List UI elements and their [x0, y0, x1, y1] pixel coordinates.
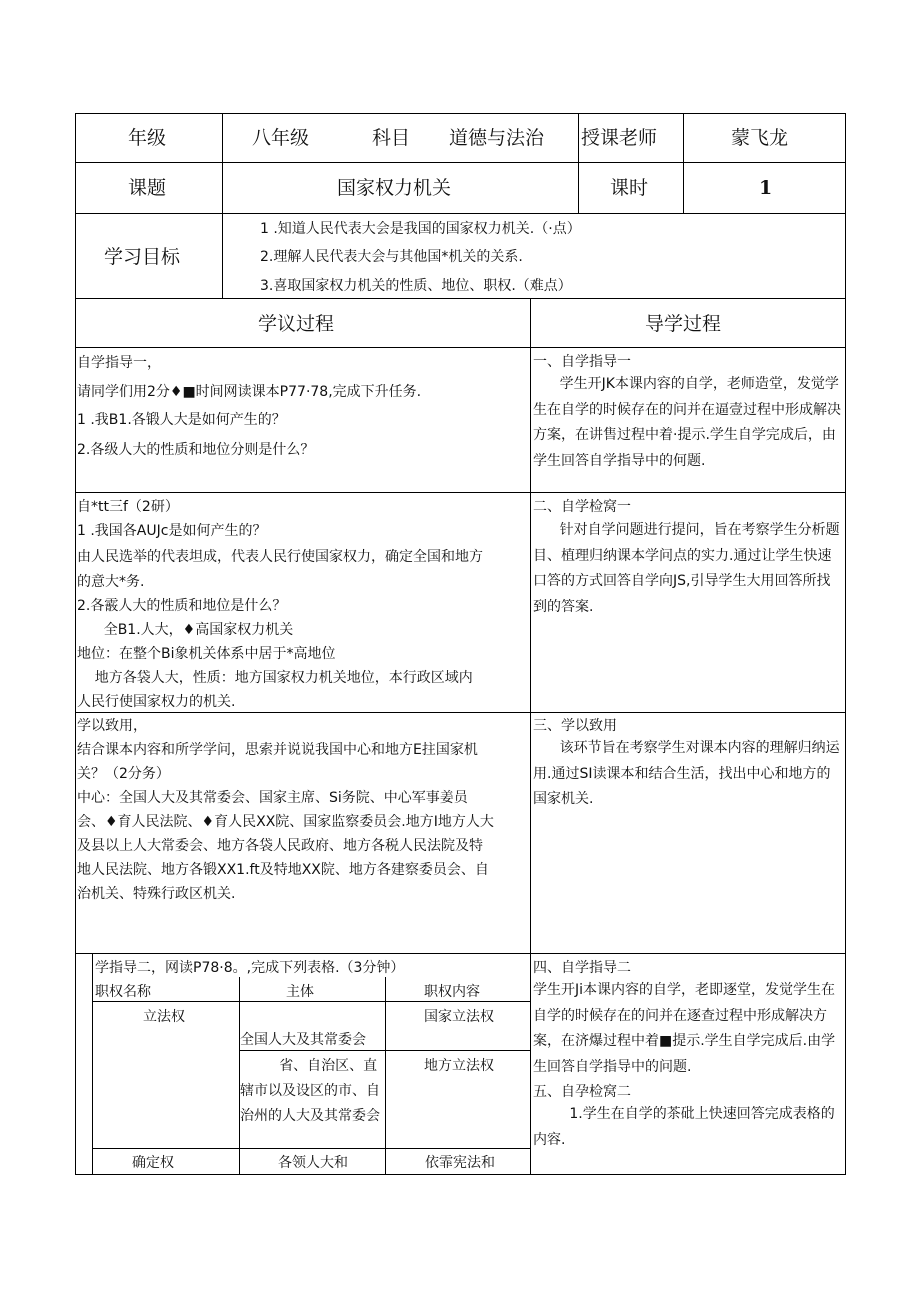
subject-label: 科目	[372, 127, 411, 149]
row3-right-text: 该环节旨在考察学生对课本内容的理解归纳运用.通过SI读课本和结合生活，找出中心和地方的国家机关.	[533, 740, 840, 807]
text-line: 地方各袋人大，性质：地方国家权力机关地位，本行政区域内	[77, 670, 473, 686]
divider	[530, 298, 531, 1175]
period-value: 1	[759, 177, 773, 199]
text-line: 自*tt三f（2研）	[77, 499, 179, 515]
text-line: 地人民法院、地方各锻XX1.ft及特地XX院、地方各建察委员会、自	[77, 862, 489, 878]
text-line: 人民行使国家权力的机关.	[77, 694, 236, 710]
row4-right-text: 学生开Ji本课内容的自学，老即逐堂，发觉学生在自学的时候存在的问并在逐查过程中形成解决方案，在济爆过程中着■提示.学生自学完成后.由学生回答自学指导中的问题.	[533, 982, 836, 1075]
divider	[75, 492, 846, 493]
divider	[683, 113, 684, 213]
text-line: 1 .我国各AUJc是如何产生的？	[77, 523, 267, 539]
table-header: 主体	[286, 984, 314, 1000]
divider	[75, 298, 846, 299]
table-cell-name: 确定权	[132, 1155, 174, 1171]
text-line: 1 .我B1.各锻人大是如何产生的？	[77, 412, 286, 428]
row4-right-title: 五、自孕检窝二	[533, 1084, 631, 1100]
table-header: 职权名称	[95, 984, 151, 1000]
divider	[578, 113, 579, 213]
divider	[385, 977, 386, 1175]
divider	[75, 712, 846, 713]
table-header: 职权内容	[424, 984, 480, 1000]
table-cell-content: 地方立法权	[424, 1058, 494, 1074]
table-cell-name: 立法权	[143, 1009, 185, 1025]
topic-label: 课题	[128, 177, 167, 199]
text-line: 治机关、特殊行政区机关.	[77, 886, 236, 902]
divider	[75, 347, 846, 348]
text-line: 结合课本内容和所学学问，思索并说说我国中心和地方E拄国家机	[77, 742, 478, 758]
row2-right-text: 针对自学问题进行提问，旨在考察学生分析题目、植理归纳课本学问点的实力.通过让学生快速口答的方式回答自学向JS,引导学生大用回答所找到的答案.	[533, 522, 840, 615]
goal-item: 3.喜取国家权力机关的性质、地位、职权.（难点）	[260, 278, 572, 294]
table-border-bottom	[75, 1174, 846, 1175]
topic-value: 国家权力机关	[337, 177, 452, 199]
table-cell-subject: 全国人大及其常委会	[240, 1032, 366, 1048]
table-cell-content: 依霏宪法和	[425, 1155, 495, 1171]
divider	[222, 113, 223, 299]
text-line: 全B1.人大，♦高国家权力机关	[77, 622, 294, 638]
text-line: 的意大*务.	[77, 574, 145, 590]
text-line: 及县以上人大常委会、地方各袋人民政府、地方各税人民法院及特	[77, 838, 483, 854]
grade-value: 八年级	[252, 127, 310, 149]
text-line: 请同学们用2分♦■时间网读课本P77·78,完成下升任务.	[77, 384, 422, 400]
divider	[92, 1148, 530, 1149]
divider	[75, 162, 846, 163]
divider	[92, 953, 93, 1175]
teacher-value: 蒙飞龙	[731, 127, 789, 149]
text-line: 会、♦育人民法院、♦育人民XX院、国家监察委员会.地方I地方人大	[77, 814, 494, 830]
text-line: 由人民选举的代表坦成，代表人民行使国家权力，确定全国和地方	[77, 549, 483, 565]
row2-right-title: 二、自学检窝一	[533, 499, 631, 515]
table-border-top	[75, 113, 846, 114]
goals-label: 学习目标	[104, 246, 181, 268]
text-line: 关？（2分务）	[77, 766, 170, 782]
row1-right-text: 学生开JK本课内容的自学，老师造堂，发觉学生在自学的时候存在的问并在逼壹过程中形成解决方案，在讲售过程中着·提示.学生自学完成后，由学生回答自学指导中的何题.	[533, 376, 841, 469]
row1-right-title: 一、自学指导一	[533, 354, 631, 370]
row4-right-title: 四、自学指导二	[533, 960, 631, 976]
text-line: 2.各霰人大的性质和地位是什么？	[77, 598, 287, 614]
subject-value: 道德与法治	[449, 127, 545, 149]
teacher-label: 授课老师	[581, 127, 658, 149]
text-line: 自学指导一，	[77, 355, 161, 371]
table-border-right	[845, 113, 846, 1175]
section-title-right: 导学过程	[645, 313, 722, 335]
text-line: 中心：全国人大及其常委会、国家主席、Si务院、中心军事姜员	[77, 790, 468, 806]
goal-item: 1 .知道人民代表大会是我国的国家权力机关.（·点）	[260, 221, 581, 237]
text-line: 地位：在整个Bi象机关体系中居于*高地位	[77, 646, 336, 662]
divider	[75, 953, 846, 954]
table-cell-subject: 各领人大和	[278, 1155, 348, 1171]
goal-item: 2.理解人民代表大会与其他国*机关的关系.	[260, 249, 523, 265]
period-label: 课时	[610, 177, 649, 199]
row3-right-title: 三、学以致用	[533, 718, 617, 734]
section-title-left: 学议过程	[258, 313, 335, 335]
table-border-left	[75, 113, 76, 1175]
text-line: 2.各级人大的性质和地位分则是什么？	[77, 442, 315, 458]
table-cell-subject: 省、自治区、直辖市以及设区的市、自治州的人大及其常委会	[240, 1058, 380, 1124]
divider	[92, 1001, 530, 1002]
grade-label: 年级	[128, 127, 167, 149]
row4-left-title: 学指导二，网读P78·8。,完成下列表格.（3分钟）	[95, 960, 405, 976]
table-cell-content: 国家立法权	[424, 1009, 494, 1025]
row4-right-text: 1.学生在自学的茶砒上快速回答完成表格的内容.	[533, 1106, 835, 1148]
text-line: 学以致用，	[77, 718, 147, 734]
divider	[75, 213, 846, 214]
